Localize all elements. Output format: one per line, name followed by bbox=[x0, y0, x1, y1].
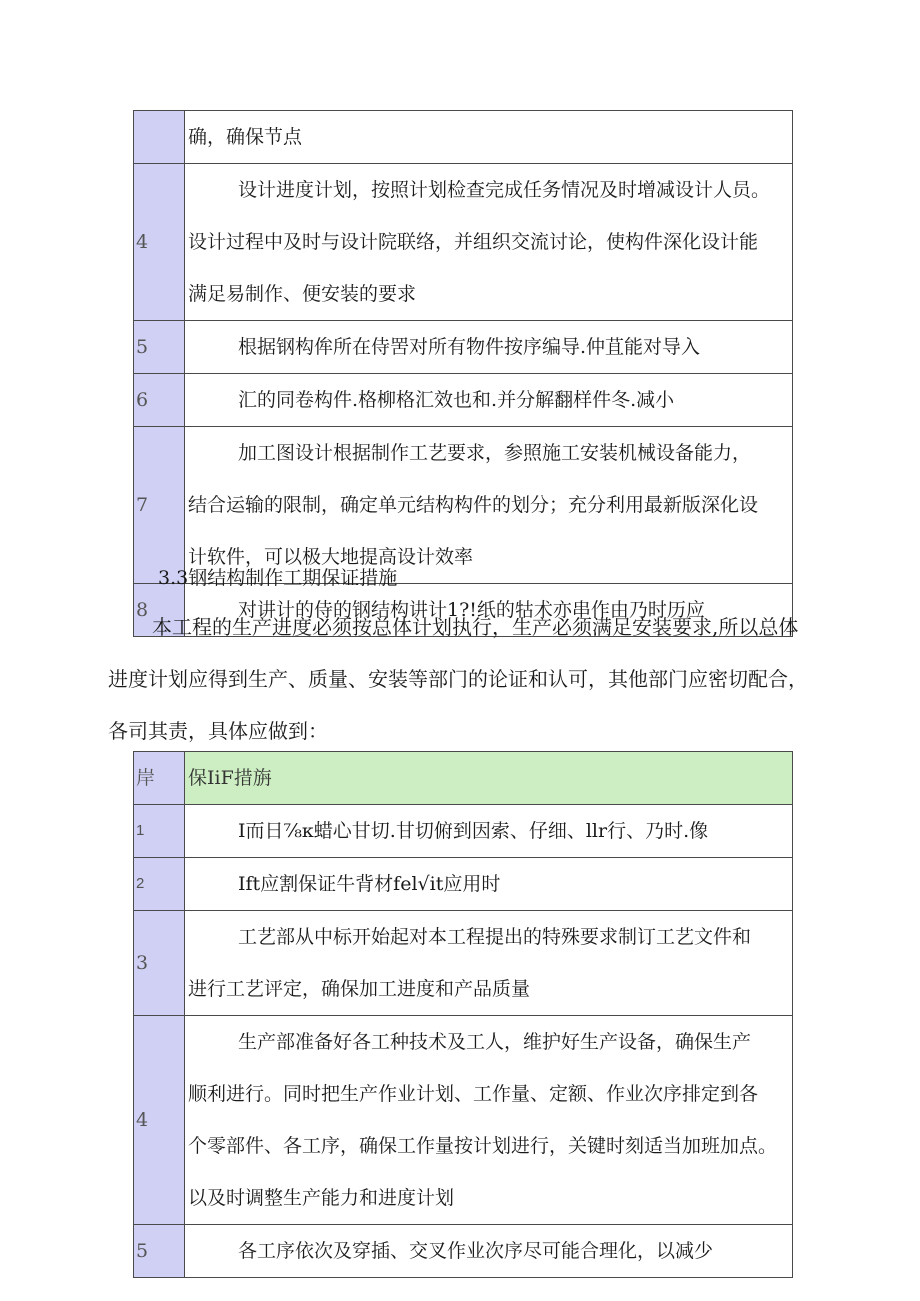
table-row bbox=[134, 164, 793, 321]
row-text: 生产部准备好各工种技术及工人，维护好生产设备，确保生产 顺利进行。同时把生产作业计划、工作量、定额、作业次序排定到各 个零部件、各工序，确保工作量按计划进行，关键时刻适当加班加点。 以及时调整生产能力和进度计划 bbox=[185, 1016, 793, 1225]
row-number bbox=[134, 111, 185, 164]
row-number: 2 bbox=[134, 858, 185, 911]
table-row bbox=[134, 427, 793, 584]
table-row bbox=[134, 1225, 793, 1278]
row-number: 8 bbox=[134, 584, 185, 637]
row-number: 4 bbox=[134, 1016, 185, 1225]
row-number: 4 bbox=[134, 164, 185, 321]
row-number: 1 bbox=[134, 805, 185, 858]
table-row bbox=[134, 805, 793, 858]
row-text: Ift应割保证牛背材fel√it应用时 bbox=[185, 858, 793, 911]
table-row bbox=[134, 1016, 793, 1225]
row-number: 7 bbox=[134, 427, 185, 584]
row-text: I而日⅞κ蜡心甘切.甘切俯到因索、仔细、llr行、乃时.像 bbox=[185, 805, 793, 858]
header-number: 岸 bbox=[134, 752, 185, 805]
row-text: 汇的同卷构件.格柳格汇效也和.并分解翻样件冬.减小 bbox=[185, 374, 793, 427]
row-number: 5 bbox=[134, 321, 185, 374]
row-number: 6 bbox=[134, 374, 185, 427]
row-text: 工艺部从中标开始起对本工程提出的特殊要求制订工艺文件和 进行工艺评定，确保加工进度和产品质量 bbox=[185, 911, 793, 1016]
row-text: 设计进度计划，按照计划检查完成任务情况及时增减设计人员。 设计过程中及时与设计院联络，并组织交流讨论，使构件深化设计能 满足易制作、便安装的要求 bbox=[185, 164, 793, 321]
table-row bbox=[134, 911, 793, 1016]
section-heading: 3.3钢结构制作工期保证措施 bbox=[158, 567, 398, 589]
table-header-row bbox=[134, 752, 793, 805]
design-schedule-table bbox=[133, 110, 793, 637]
header-text: 保IiF措旃 bbox=[185, 752, 793, 805]
production-measures-table bbox=[133, 751, 793, 1278]
body-paragraph: 本工程的生产进度必须按总体计划执行，生产必须满足安装要求,所以总体 进度计划应得到生产、质量、安装等部门的论证和认可，其他部门应密切配合， 各司其责，具体应做到： bbox=[108, 615, 808, 743]
table-row bbox=[134, 111, 793, 164]
table-row bbox=[134, 858, 793, 911]
row-text: 对讲计的侍的钢结构讲计1?!纸的牯术亦串作由乃时历应 bbox=[185, 584, 793, 637]
row-number: 5 bbox=[134, 1225, 185, 1278]
row-number: 3 bbox=[134, 911, 185, 1016]
row-text: 确，确保节点 bbox=[185, 111, 793, 164]
row-text: 各工序依次及穿插、交叉作业次序尽可能合理化，以减少 bbox=[185, 1225, 793, 1278]
table-row bbox=[134, 321, 793, 374]
row-text: 加工图设计根据制作工艺要求，参照施工安装机械设备能力， 结合运输的限制，确定单元结构构件的划分；充分利用最新版深化设 计软件，可以极大地提高设计效率 bbox=[185, 427, 793, 584]
table-row bbox=[134, 374, 793, 427]
row-text: 根据钢构侔所在侍罟对所有物件按序编导.仲苴能对导入 bbox=[185, 321, 793, 374]
